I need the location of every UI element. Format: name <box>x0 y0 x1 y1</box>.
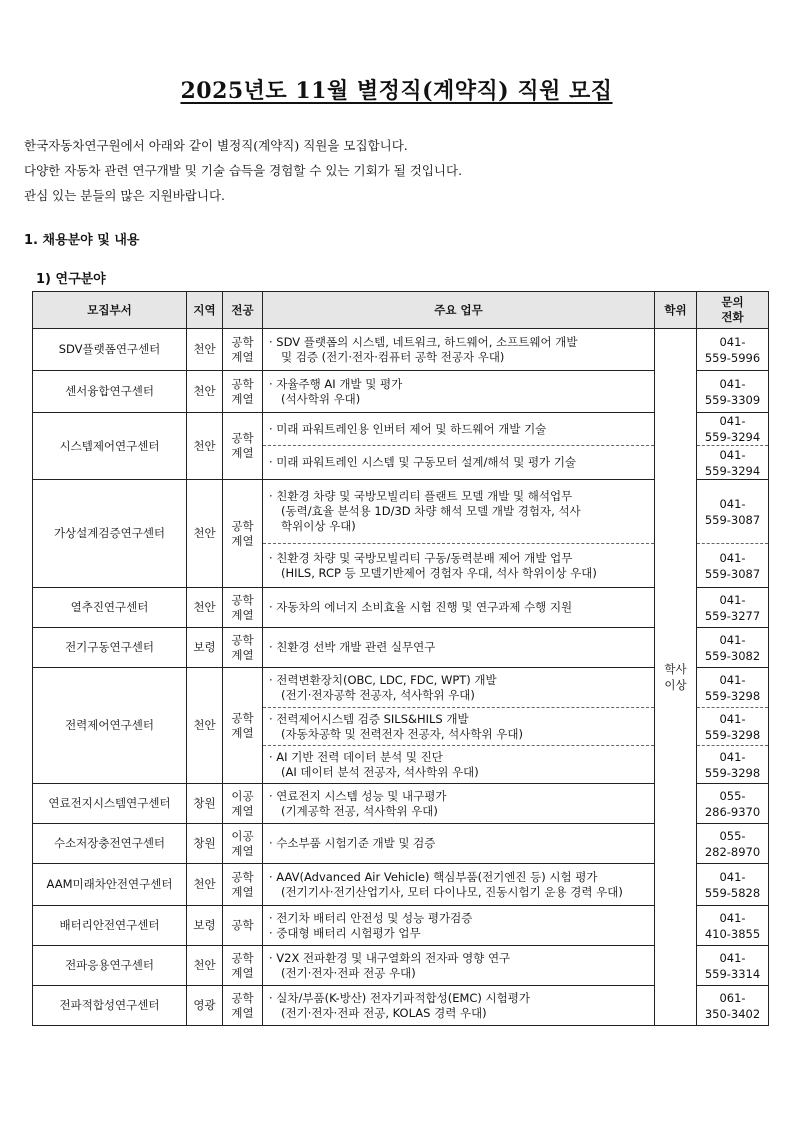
duty-line: · 연료전지 시스템 성능 및 내구평가 <box>269 788 447 803</box>
region-cell: 천안 <box>187 588 223 628</box>
header-major: 전공 <box>223 292 263 329</box>
duty-cell <box>263 746 655 784</box>
dept-cell: 전력제어연구센터 <box>33 668 187 784</box>
header-region: 지역 <box>187 292 223 329</box>
duty-line: · 친환경 차량 및 국방모빌리티 구동/동력분배 제어 개발 업무 <box>269 550 573 565</box>
duty-line: · 친환경 차량 및 국방모빌리티 플랜트 모델 개발 및 해석업무 <box>269 489 573 503</box>
dept-cell: 센서융합연구센터 <box>33 371 187 413</box>
region-cell: 천안 <box>187 668 223 784</box>
contact-phone: 041- 559-5996 <box>697 329 769 371</box>
duty-cell <box>263 628 655 668</box>
region-cell: 천안 <box>187 413 223 480</box>
region-cell: 천안 <box>187 371 223 413</box>
intro-paragraph <box>24 133 764 208</box>
duty-line: (동력/효율 분석용 1D/3D 차량 해석 모델 개발 경험자, 석사 <box>281 504 581 518</box>
region-cell: 창원 <box>187 784 223 824</box>
intro-line: 관심 있는 분들의 많은 지원바랍니다. <box>24 188 225 203</box>
duty-line: · 자동차의 에너지 소비효율 시험 진행 및 연구과제 수행 지원 <box>269 600 573 614</box>
duty-line: · 미래 파워트레인 시스템 및 구동모터 설계/해석 및 평가 기술 <box>269 455 577 469</box>
header-contact: 문의 전화 <box>697 292 769 329</box>
section-heading: 1. 채용분야 및 내용 <box>24 233 140 248</box>
duty-cell <box>263 906 655 946</box>
duty-line: 학위이상 우대) <box>281 519 356 533</box>
contact-phone: 041- 559-3082 <box>697 628 769 668</box>
duty-cell <box>263 588 655 628</box>
contact-phone: 055- 282-8970 <box>697 824 769 864</box>
contact-phone: 041- 559-5828 <box>697 864 769 906</box>
duty-cell <box>263 986 655 1026</box>
duty-line: · 친환경 선박 개발 관련 실무연구 <box>269 640 436 654</box>
contact-phone: 041- 559-3298 <box>697 668 769 708</box>
duty-cell <box>263 668 655 708</box>
contact-phone: 041- 559-3087 <box>697 544 769 588</box>
major-cell: 공학 계열 <box>223 946 263 986</box>
duty-cell <box>263 446 655 480</box>
table-header-row <box>33 292 769 329</box>
intro-line: 다양한 자동차 관련 연구개발 및 기술 습득을 경험할 수 있는 기회가 될 것입니다. <box>24 163 463 178</box>
region-cell: 천안 <box>187 329 223 371</box>
table-row <box>33 329 769 371</box>
duty-line: · AI 기반 전력 데이터 분석 및 진단 <box>269 749 443 764</box>
contact-phone: 041- 559-3277 <box>697 588 769 628</box>
major-cell: 공학 계열 <box>223 329 263 371</box>
duty-cell <box>263 824 655 864</box>
duty-line: (기계공학 전공, 석사학위 우대) <box>281 803 438 818</box>
major-cell: 공학 계열 <box>223 480 263 588</box>
duty-line: (자동차공학 및 전력전자 전공자, 석사학위 우대) <box>281 726 523 741</box>
duty-line: · 전기차 배터리 안전성 및 성능 평가검증 <box>269 910 473 925</box>
dept-cell: 배터리안전연구센터 <box>33 906 187 946</box>
major-cell: 공학 계열 <box>223 413 263 480</box>
contact-phone: 061- 350-3402 <box>697 986 769 1026</box>
major-cell: 공학 계열 <box>223 864 263 906</box>
page-title: 2025년도 11월 별정직(계약직) 직원 모집 <box>180 78 613 104</box>
contact-phone: 041- 559-3087 <box>697 480 769 544</box>
dept-cell: 전파적합성연구센터 <box>33 986 187 1026</box>
duty-line: · V2X 전파환경 및 내구열화의 전자파 영향 연구 <box>269 950 511 965</box>
contact-phone: 041- 559-3298 <box>697 708 769 746</box>
degree-cell: 학사 이상 <box>655 329 697 1026</box>
duty-line: (전기·전자공학 전공자, 석사학위 우대) <box>281 687 475 702</box>
duty-line: · SDV 플랫폼의 시스템, 네트워크, 하드웨어, 소프트웨어 개발 <box>269 334 578 349</box>
contact-phone: 041- 559-3294 <box>697 413 769 446</box>
duty-line: · AAV(Advanced Air Vehicle) 핵심부품(전기엔진 등) 시험 평가 <box>269 869 598 884</box>
contact-phone: 041- 559-3298 <box>697 746 769 784</box>
duty-line: · 미래 파워트레인용 인버터 제어 및 하드웨어 개발 기술 <box>269 421 547 436</box>
duty-line: (HILS, RCP 등 모델기반제어 경험자 우대, 석사 학위이상 우대) <box>281 565 597 580</box>
contact-phone: 041- 559-3309 <box>697 371 769 413</box>
major-cell: 이공 계열 <box>223 784 263 824</box>
duty-line: · 자율주행 AI 개발 및 평가 <box>269 376 403 391</box>
header-duty: 주요 업무 <box>263 292 655 329</box>
dept-cell: SDV플랫폼연구센터 <box>33 329 187 371</box>
dept-cell: 시스템제어연구센터 <box>33 413 187 480</box>
dept-cell: AAM미래차안전연구센터 <box>33 864 187 906</box>
intro-line: 한국자동차연구원에서 아래와 같이 별정직(계약직) 직원을 모집합니다. <box>24 138 408 153</box>
duty-line: · 실차/부품(K-방산) 전자기파적합성(EMC) 시험평가 <box>269 990 530 1005</box>
duty-line: (전기·전자·전파 전공 우대) <box>281 965 416 980</box>
duty-line: · 중대형 배터리 시험평가 업무 <box>269 925 421 940</box>
duty-cell <box>263 329 655 371</box>
contact-phone: 041- 559-3314 <box>697 946 769 986</box>
region-cell: 천안 <box>187 480 223 588</box>
major-cell: 공학 계열 <box>223 588 263 628</box>
duty-line: · 전력제어시스템 검증 SILS&HILS 개발 <box>269 711 469 726</box>
region-cell: 보령 <box>187 628 223 668</box>
duty-line: (AI 데이터 분석 전공자, 석사학위 우대) <box>281 764 479 779</box>
duty-cell <box>263 544 655 588</box>
duty-line: 및 검증 (전기·전자·컴퓨터 공학 전공자 우대) <box>281 349 505 364</box>
duty-cell <box>263 480 655 544</box>
duty-line: (전기기사·전기산업기사, 모터 다이나모, 진동시험기 운용 경력 우대) <box>281 884 623 899</box>
duty-cell <box>263 946 655 986</box>
region-cell: 보령 <box>187 906 223 946</box>
header-dept: 모집부서 <box>33 292 187 329</box>
dept-cell: 전파응용연구센터 <box>33 946 187 986</box>
region-cell: 영광 <box>187 986 223 1026</box>
duty-line: (석사학위 우대) <box>281 391 361 406</box>
major-cell: 공학 계열 <box>223 668 263 784</box>
dept-cell: 가상설계검증연구센터 <box>33 480 187 588</box>
duty-line: · 전력변환장치(OBC, LDC, FDC, WPT) 개발 <box>269 672 497 687</box>
contact-phone: 041- 410-3855 <box>697 906 769 946</box>
major-cell: 공학 계열 <box>223 628 263 668</box>
header-degree: 학위 <box>655 292 697 329</box>
contact-phone: 055- 286-9370 <box>697 784 769 824</box>
duty-cell <box>263 864 655 906</box>
region-cell: 창원 <box>187 824 223 864</box>
major-cell: 이공 계열 <box>223 824 263 864</box>
subsection-heading: 1) 연구분야 <box>36 272 106 287</box>
major-cell: 공학 계열 <box>223 986 263 1026</box>
duty-line: (전기·전자·전파 전공, KOLAS 경력 우대) <box>281 1005 487 1020</box>
region-cell: 천안 <box>187 946 223 986</box>
duty-cell <box>263 784 655 824</box>
dept-cell: 전기구동연구센터 <box>33 628 187 668</box>
major-cell: 공학 계열 <box>223 371 263 413</box>
duty-line: · 수소부품 시험기준 개발 및 검증 <box>269 836 436 850</box>
duty-cell <box>263 708 655 746</box>
region-cell: 천안 <box>187 864 223 906</box>
dept-cell: 수소저장충전연구센터 <box>33 824 187 864</box>
major-cell: 공학 <box>223 906 263 946</box>
duty-cell <box>263 371 655 413</box>
table-body <box>33 329 769 1026</box>
dept-cell: 열추진연구센터 <box>33 588 187 628</box>
contact-phone: 041- 559-3294 <box>697 446 769 480</box>
dept-cell: 연료전지시스템연구센터 <box>33 784 187 824</box>
duty-cell <box>263 413 655 446</box>
recruitment-table <box>32 291 769 1026</box>
